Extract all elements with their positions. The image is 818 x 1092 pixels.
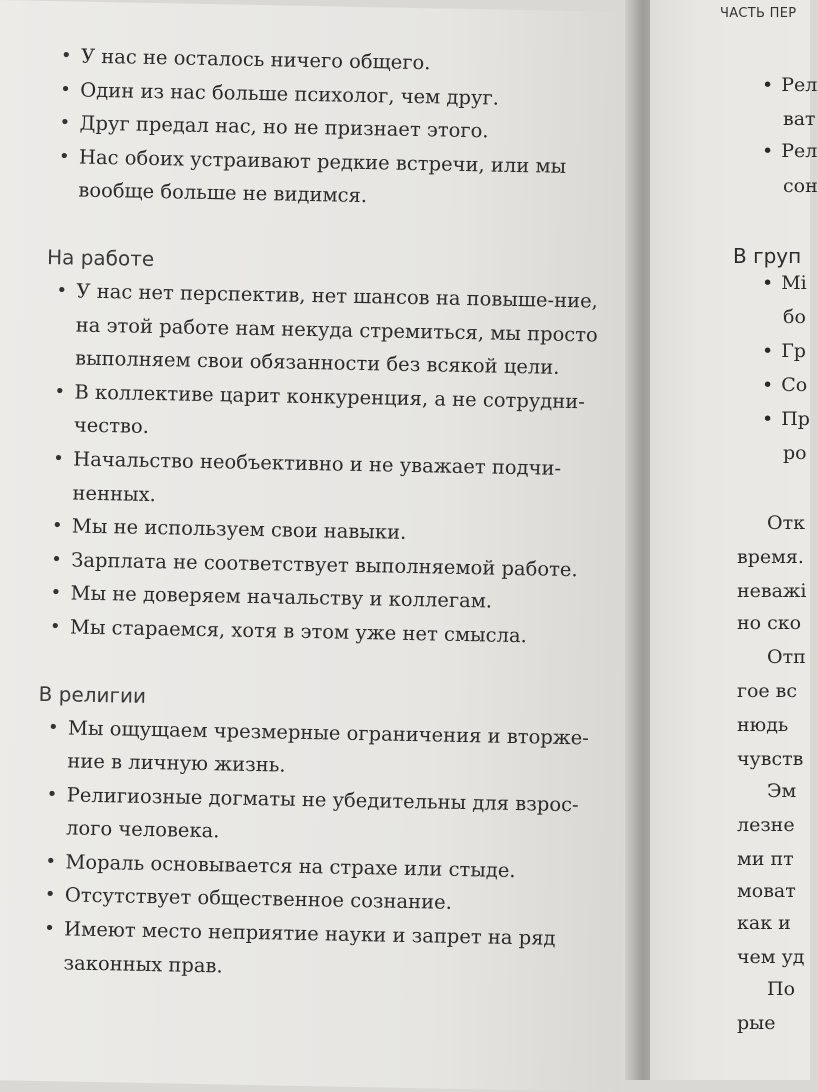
list-item: • Начальство необъективно и не уважает подчи-ненных. <box>72 442 603 519</box>
list-item: • Мы не доверяем начальству и коллегам. <box>70 577 601 621</box>
right-fragment: бо <box>783 306 806 328</box>
right-fragment: ро <box>783 442 807 464</box>
work-list <box>40 274 607 654</box>
right-fragment: рые <box>737 1012 776 1034</box>
right-fragment: • Со <box>762 374 807 396</box>
list-item: • В коллективе царит конкуренция, а не сотрудни-чество. <box>74 375 605 452</box>
right-fragment: Эм <box>767 780 797 802</box>
list-item: • Религиозные догматы не убедительны для взрос-лого человека. <box>66 778 597 855</box>
right-fragment: чем уд <box>737 946 805 968</box>
list-item: • Мы не используем свои навыки. <box>72 510 603 554</box>
list-item: • Имеют место неприятие науки и запрет на ряд законных прав. <box>63 912 594 989</box>
right-fragment: ват <box>783 108 816 130</box>
right-fragment: Отп <box>767 646 806 668</box>
right-fragment: В груп <box>733 244 802 268</box>
list-item: • Нас обоих устраивают редкие встречи, или мы вообще больше не видимся. <box>78 140 609 217</box>
religion-list <box>33 710 598 989</box>
right-fragment: чувств <box>737 748 804 770</box>
right-fragment: неважі <box>737 580 807 602</box>
right-fragment: • Гр <box>762 340 806 362</box>
list-item: • Зарплата не соответствует выполняемой работе. <box>71 543 602 587</box>
right-fragment: • Пр <box>762 408 810 430</box>
list-item: • Отсутствует общественное сознание. <box>64 879 595 923</box>
right-fragment: сон <box>783 175 818 197</box>
right-fragment: моват <box>737 880 796 902</box>
section-heading-work: На работе <box>46 244 155 271</box>
right-fragment: ми пт <box>737 848 794 870</box>
list-item: • Мораль основывается на страхе или стыде. <box>65 845 596 889</box>
list-item: • Мы ощущаем чрезмерные ограничения и вторже-ние в личную жизнь. <box>67 711 598 788</box>
list-item: • У нас нет перспектив, нет шансов на повыше-ние, на этой работе нам некуда стремиться, мы просто выполняем свои обязанности без всякой цели. <box>75 274 607 385</box>
right-fragment: как и <box>737 912 791 934</box>
right-fragment: • Рел <box>762 140 817 162</box>
running-head: ЧАСТЬ ПЕР <box>720 6 797 21</box>
right-fragment: нюдь <box>737 714 789 736</box>
section-heading-religion: В религии <box>38 681 147 708</box>
right-fragment: время. <box>737 546 804 568</box>
right-fragment: Отк <box>767 512 805 534</box>
right-fragment: • Рел <box>762 74 817 96</box>
list-item: • Друг предал нас, но не признает этого. <box>79 107 610 151</box>
list-item: • У нас не осталось ничего общего. <box>81 40 612 84</box>
right-fragment: • Мі <box>762 272 807 294</box>
right-fragment: По <box>767 978 796 1000</box>
right-fragment: гое вс <box>737 680 798 702</box>
right-fragment: но ско <box>737 612 802 634</box>
list-item: • Один из нас больше психолог, чем друг. <box>80 73 611 117</box>
right-fragment: лезне <box>737 814 795 836</box>
list-item: • Мы стараемся, хотя в этом уже нет смысла. <box>70 610 601 654</box>
intro-list <box>48 39 611 218</box>
left-page-text <box>33 39 611 990</box>
